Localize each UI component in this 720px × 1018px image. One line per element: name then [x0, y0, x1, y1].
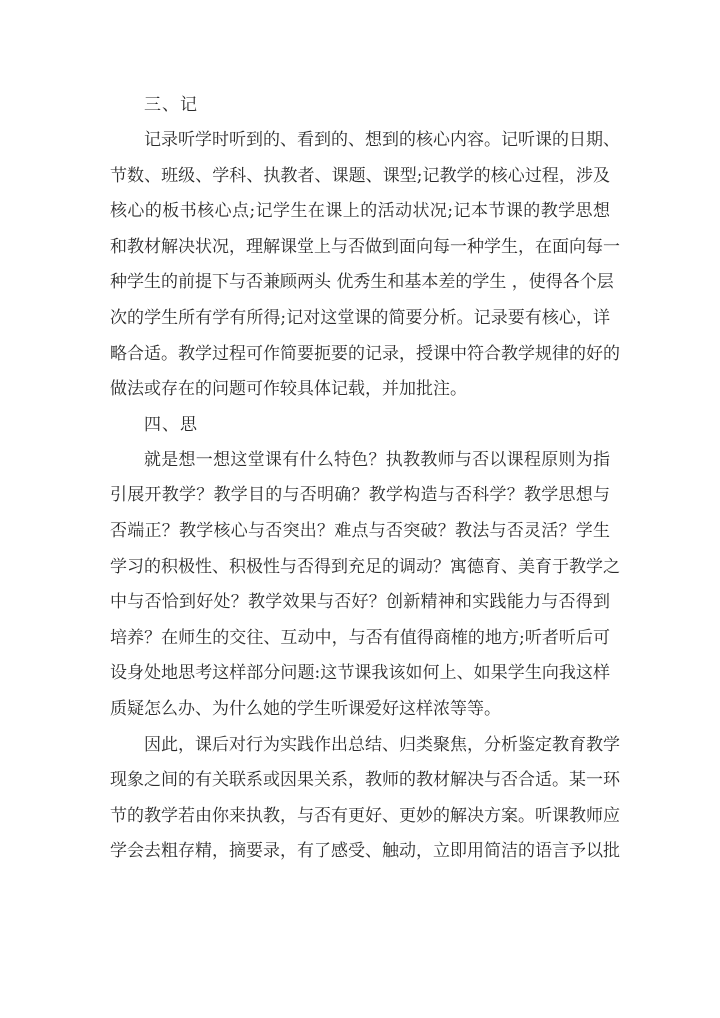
text-line: 记录听学时听到的、看到的、想到的核心内容。记听课的日期、 — [144, 130, 620, 150]
text-line: 现象之间的有关联系或因果关系，教师的教材解决与否合适。某一环 — [110, 770, 620, 791]
paragraph-si-1 — [110, 443, 620, 728]
text-line: 核心的板书核心点;记学生在课上的活动状况;记本节课的教学思想 — [110, 201, 610, 222]
text-line: 种学生的前提下与否兼顾两头 优秀生和基本差的学生 ，使得各个层 — [110, 272, 614, 293]
text-line: 略合适。教学过程可作简要扼要的记录，授课中符合教学规律的好的 — [110, 343, 620, 364]
text-line: 学会去粗存精，摘要录，有了感受、触动，立即用简洁的语言予以批 — [110, 841, 620, 862]
text-line: 中与否恰到好处？教学效果与否好？创新精神和实践能力与否得到 — [110, 592, 610, 613]
section-heading-ji: 三、记 — [144, 95, 198, 115]
text-line: 质疑怎么办、为什么她的学生听课爱好这样浓等等。 — [110, 698, 501, 719]
text-line: 次的学生所有学有所得;记对这堂课的简要分析。记录要有核心，详 — [110, 307, 610, 328]
text-line: 引展开教学？教学目的与否明确？教学构造与否科学？教学思想与 — [110, 485, 610, 506]
text-line: 培养？在师生的交往、互动中，与否有值得商榷的地方;听者听后可 — [110, 627, 610, 648]
paragraph-ji — [110, 123, 620, 408]
text-line: 设身处地思考这样部分问题:这节课我该如何上、如果学生向我这样 — [110, 663, 610, 684]
paragraph-si-2 — [110, 728, 620, 870]
text-line: 就是想一想这堂课有什么特色？执教教师与否以课程原则为指 — [144, 449, 610, 470]
text-line: 因此，课后对行为实践作出总结、归类聚焦，分析鉴定教育教学 — [144, 734, 620, 755]
text-line: 学习的积极性、积极性与否得到充足的调动？寓德育、美育于教学之 — [110, 556, 620, 577]
text-line: 和教材解决状况，理解课堂上与否做到面向每一种学生，在面向每一 — [110, 236, 620, 257]
text-line: 否端正？教学核心与否突出？难点与否突破？教法与否灵活？学生 — [110, 520, 610, 541]
text-line: 做法或存在的问题可作较具体记载，并加批注。 — [110, 379, 467, 400]
text-line: 节的教学若由你来执教，与否有更好、更妙的解决方案。听课教师应 — [110, 805, 620, 826]
section-heading-si: 四、思 — [144, 414, 198, 435]
text-line: 节数、班级、学科、执教者、课题、课型;记教学的核心过程，涉及 — [110, 165, 610, 186]
